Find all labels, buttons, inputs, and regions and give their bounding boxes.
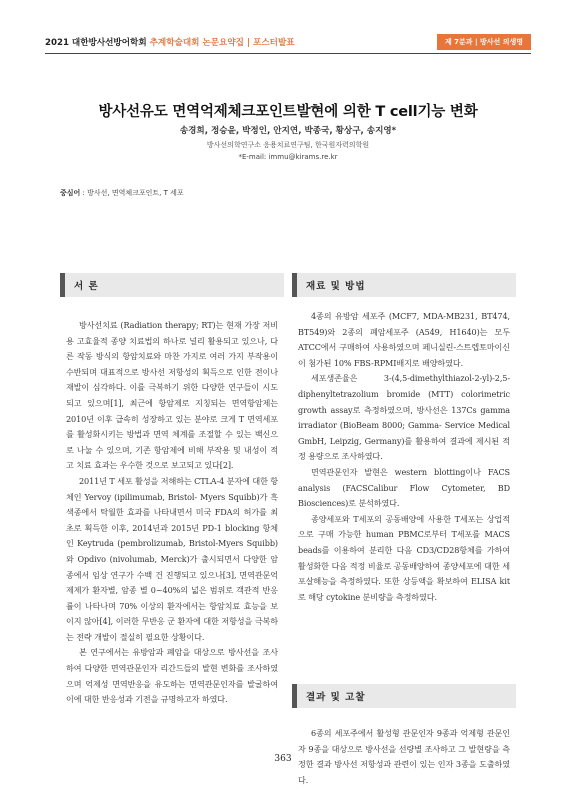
proceedings-title <box>45 36 295 48</box>
section-heading-intro <box>60 273 284 297</box>
paragraph: 4종의 유방암 세포주 (MCF7, MDA-MB231, BT474, BT549)와 2종의 폐암세포주 (A549, H1640)는 모두 ATCC에서 구매하여 사용하였으며 페니실린-스트렙토마이신이 첨가된 10% FBS-RPMI배지로 배양하였다. <box>298 311 510 368</box>
paragraph: 세포생존율은 3-(4,5-dimethylthiazol-2-yl)-2,5-diphenyltetrazolium bromide (MTT) colorimetric growth assay로 측정하였으며, 방사선은 137Cs gamma irradiator (BioBeam 8000; Gamma- Service Medical GmbH, Leipzig, Germany)를 활용하여 결과에 제시된 적정 용량으로 조사하였다. <box>298 373 510 462</box>
section-heading-marker <box>60 273 65 297</box>
page-header <box>45 33 531 51</box>
corresponding-email: *E-mail: immu@kirams.re.kr <box>238 153 338 161</box>
section-heading-results <box>292 684 516 708</box>
paragraph: 면역관문인자 발현은 western blotting이나 FACS analysis (FACSCalibur Flow Cytometer, BD Biosciences)로 분석하였다. <box>298 466 510 509</box>
proceedings-title-main: 2021 대한방사선방어학회 <box>45 38 150 48</box>
keywords-label: 중심어 <box>60 189 81 197</box>
page-number: 363 <box>274 754 292 764</box>
keywords <box>60 188 184 198</box>
keywords-list: : 방사선, 면역체크포인트, T 세포 <box>80 189 184 197</box>
section-heading-methods <box>292 273 516 297</box>
section-heading-label: 서 론 <box>74 281 99 292</box>
section-heading-marker <box>292 273 297 297</box>
section-heading-marker <box>292 684 297 708</box>
section-badge: 제 7분과 | 방사선 의생명 <box>437 34 531 50</box>
paragraph: 종양세포와 T세포의 공동배양에 사용한 T세포는 상업적으로 구매 가능한 human PBMC로부터 T세포를 MACS beads를 이용하여 분리한 다음 CD3/CD28항체를 가하여 활성화한 다음 적정 비율로 공동배양하여 종양세포에 대한 세포살해능을 측정하였다. 또한 상등액을 확보하여 ELISA kit로 해당 cytokine 분비량을 측정하였다. <box>298 513 510 602</box>
methods-body <box>298 309 510 605</box>
section-heading-label: 결과 및 고찰 <box>306 692 366 703</box>
paragraph: 본 연구에서는 유방암과 폐암을 대상으로 방사선을 조사하여 다양한 면역관문인자 리간드들의 발현 변화를 조사하였으며 억제성 면역반응을 유도하는 면역관문인자를 발굴하여 이에 대한 반응성과 기전을 규명하고자 하였다. <box>66 647 278 705</box>
paragraph: 방사선치료 (Radiation therapy; RT)는 현재 가장 저비용 고효율적 종양 치료법의 하나로 널리 활용되고 있으나, 다른 작동 방식의 항암치료와 마찬 가지로 여러 가지 부작용이 수반되며 대표적으로 방사선 저항성의 획득으로 인한 전이나 재발이 심각하다. 이를 극복하기 위한 다양한 연구들이 시도되고 있으며[1], 최근에 항암제로 지칭되는 면역항암제는 2010년 이후 급속히 성장하고 있는 분야로 크게 T 면역세포를 활성화시키는 방법과 면역 체계를 조절할 수 있는 백신으로 나눌 수 있으며, 기존 항암제에 비해 부작용 및 내성이 적고 치료 효과는 우수한 것으로 보고되고 있다[2]. <box>66 320 278 471</box>
proceedings-title-accent: 추계학술대회 논문요약집 | 포스터발표 <box>149 38 295 48</box>
paper-authors: 송경희, 정승윤, 박정인, 안지연, 박종국, 황상구, 송지영* <box>179 126 397 136</box>
paragraph: 2011년 T 세포 활성을 저해하는 CTLA-4 분자에 대한 항체인 Yervoy (ipilimumab, Bristol- Myers Squibb)가 흑색종에서 탁월한 효과를 나타내면서 미국 FDA의 허가를 최초로 획득한 이후, 2014년과 2015년 PD-1 blocking 항체인 Keytruda (pembrolizumab, Bristol-Myers Squibb)와 Opdivo (nivolumab, Merck)가 출시되면서 다양한 암종에서 임상 연구가 수백 건 진행되고 있으나[3], 면역관문억제제가 환자별, 암종 별 0~40%의 넓은 범위로 객관적 반응률이 나타나며 70% 이상의 환자에서는 항암치료 효능을 보이지 않아[4], 이러한 무반응 군 환자에 대한 저항성을 극복하는 전략 개발이 절실히 필요한 상황이다. <box>66 475 278 642</box>
header-divider <box>45 53 531 54</box>
paragraph: 6종의 세포주에서 활성형 관문인자 9종과 억제형 관문인자 9종을 대상으로 방사선을 선량별 조사하고 그 발현량을 측정한 결과 방사선 저항성과 관련이 있는 인자 3종을 도출하였다. <box>298 728 510 785</box>
intro-body <box>66 318 278 708</box>
paper-affiliation: 방사선의학연구소 응용치료연구팀, 한국원자력의학원 <box>206 141 370 149</box>
paper-title: 방사선유도 면역억제체크포인트발현에 의한 T cell기능 변화 <box>98 104 478 120</box>
section-heading-label: 재료 및 방법 <box>306 281 366 292</box>
